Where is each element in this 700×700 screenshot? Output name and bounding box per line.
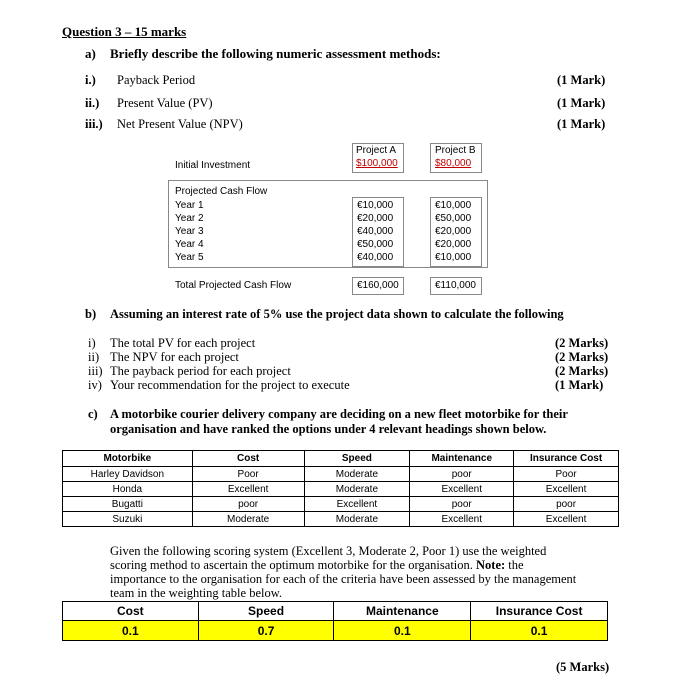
year-label: Year 3 bbox=[175, 226, 204, 237]
part-c-line-1: A motorbike courier delivery company are deciding on a new fleet motorbike for their bbox=[110, 407, 568, 421]
item-marks: (1 Mark) bbox=[557, 96, 606, 110]
weighting-table bbox=[62, 601, 608, 641]
weight-speed: 0.7 bbox=[198, 621, 334, 641]
table-row bbox=[63, 482, 619, 497]
item-text: The payback period for each project bbox=[110, 364, 291, 378]
item-number: ii) bbox=[88, 350, 100, 364]
motorbike-name: Bugatti bbox=[63, 497, 193, 512]
note-label: Note: bbox=[476, 558, 506, 572]
motorbike-table bbox=[62, 450, 619, 527]
item-text: The NPV for each project bbox=[110, 350, 239, 364]
total-a-value: €160,000 bbox=[357, 280, 399, 291]
item-text: Present Value (PV) bbox=[117, 96, 213, 110]
item-text: Net Present Value (NPV) bbox=[117, 117, 243, 131]
item-marks: (1 Mark) bbox=[555, 378, 604, 392]
weight-header-speed: Speed bbox=[198, 602, 334, 621]
scoring-line-4: team in the weighting table below. bbox=[110, 586, 283, 600]
maintenance-rating: Excellent bbox=[410, 512, 514, 527]
part-b-label: b) bbox=[85, 307, 97, 321]
weighting-header-row bbox=[63, 602, 608, 621]
item-text: Your recommendation for the project to execute bbox=[110, 378, 350, 392]
scoring-line-3: importance to the organisation for each of the criteria have been assessed by the management bbox=[110, 572, 577, 586]
item-number: i) bbox=[88, 336, 96, 350]
item-marks: (2 Marks) bbox=[555, 336, 609, 350]
year-label: Year 2 bbox=[175, 213, 204, 224]
part-b-heading: Assuming an interest rate of 5% use the project data shown to calculate the following bbox=[110, 307, 564, 321]
project-a-value: €40,000 bbox=[357, 252, 394, 263]
year-label: Year 5 bbox=[175, 252, 204, 263]
item-number: i.) bbox=[85, 73, 96, 87]
project-b-value: €20,000 bbox=[435, 239, 472, 250]
project-a-label: Project A bbox=[356, 145, 397, 156]
project-b-value: €10,000 bbox=[435, 200, 472, 211]
project-b-investment: $80,000 bbox=[435, 158, 472, 169]
motorbike-name: Honda bbox=[63, 482, 193, 497]
maintenance-rating: poor bbox=[410, 497, 514, 512]
speed-rating: Moderate bbox=[304, 512, 410, 527]
total-cash-flow-label: Total Projected Cash Flow bbox=[175, 280, 292, 291]
header-insurance-cost: Insurance Cost bbox=[514, 451, 619, 467]
item-number: ii.) bbox=[85, 96, 100, 110]
insurance-rating: Poor bbox=[514, 467, 619, 482]
cost-rating: Moderate bbox=[192, 512, 304, 527]
total-b-value: €110,000 bbox=[435, 280, 476, 291]
table-row bbox=[63, 467, 619, 482]
scoring-line-2-end: the bbox=[508, 558, 524, 572]
insurance-rating: poor bbox=[514, 497, 619, 512]
scoring-line-2-text: scoring method to ascertain the optimum motorbike for the organisation. bbox=[110, 558, 473, 572]
part-a-heading: Briefly describe the following numeric assessment methods: bbox=[110, 46, 441, 61]
project-b-value: €10,000 bbox=[435, 252, 472, 263]
weight-header-insurance-cost: Insurance Cost bbox=[471, 602, 608, 621]
projected-cash-flow-label: Projected Cash Flow bbox=[175, 186, 268, 197]
part-c-label: c) bbox=[88, 407, 98, 421]
header-speed: Speed bbox=[304, 451, 410, 467]
table-header-row bbox=[63, 451, 619, 467]
table-row bbox=[63, 497, 619, 512]
item-number: iii) bbox=[88, 364, 103, 378]
header-motorbike: Motorbike bbox=[63, 451, 193, 467]
project-b-label: Project B bbox=[435, 145, 476, 156]
year-label: Year 4 bbox=[175, 239, 204, 250]
speed-rating: Moderate bbox=[304, 467, 410, 482]
item-number: iii.) bbox=[85, 117, 103, 131]
insurance-rating: Excellent bbox=[514, 482, 619, 497]
item-marks: (2 Marks) bbox=[555, 364, 609, 378]
motorbike-name: Suzuki bbox=[63, 512, 193, 527]
cost-rating: poor bbox=[192, 497, 304, 512]
maintenance-rating: Excellent bbox=[410, 482, 514, 497]
maintenance-rating: poor bbox=[410, 467, 514, 482]
weighting-value-row bbox=[63, 621, 608, 641]
scoring-line-2 bbox=[110, 558, 524, 573]
project-b-value: €50,000 bbox=[435, 213, 472, 224]
item-marks: (1 Mark) bbox=[557, 73, 606, 87]
cost-rating: Excellent bbox=[192, 482, 304, 497]
initial-investment-label: Initial Investment bbox=[175, 160, 251, 171]
header-maintenance: Maintenance bbox=[410, 451, 514, 467]
item-marks: (1 Mark) bbox=[557, 117, 606, 131]
weight-insurance-cost: 0.1 bbox=[471, 621, 608, 641]
weight-cost: 0.1 bbox=[63, 621, 199, 641]
speed-rating: Moderate bbox=[304, 482, 410, 497]
item-marks: (2 Marks) bbox=[555, 350, 609, 364]
project-a-value: €50,000 bbox=[357, 239, 394, 250]
part-a-label: a) bbox=[85, 46, 96, 61]
motorbike-name: Harley Davidson bbox=[63, 467, 193, 482]
project-a-investment: $100,000 bbox=[356, 158, 398, 169]
project-a-value: €10,000 bbox=[357, 200, 394, 211]
project-b-value: €20,000 bbox=[435, 226, 472, 237]
final-marks: (5 Marks) bbox=[556, 660, 610, 674]
item-text: Payback Period bbox=[117, 73, 196, 87]
speed-rating: Excellent bbox=[304, 497, 410, 512]
item-text: The total PV for each project bbox=[110, 336, 256, 350]
item-number: iv) bbox=[88, 378, 102, 392]
insurance-rating: Excellent bbox=[514, 512, 619, 527]
header-cost: Cost bbox=[192, 451, 304, 467]
part-c-line-2: organisation and have ranked the options under 4 relevant headings shown below. bbox=[110, 422, 547, 436]
project-a-value: €40,000 bbox=[357, 226, 394, 237]
scoring-line-1: Given the following scoring system (Excellent 3, Moderate 2, Poor 1) use the weighted bbox=[110, 544, 547, 558]
weight-header-cost: Cost bbox=[63, 602, 199, 621]
weight-header-maintenance: Maintenance bbox=[334, 602, 471, 621]
table-row bbox=[63, 512, 619, 527]
year-label: Year 1 bbox=[175, 200, 204, 211]
question-title: Question 3 – 15 marks bbox=[62, 24, 187, 39]
cost-rating: Poor bbox=[192, 467, 304, 482]
project-a-value: €20,000 bbox=[357, 213, 394, 224]
weight-maintenance: 0.1 bbox=[334, 621, 471, 641]
